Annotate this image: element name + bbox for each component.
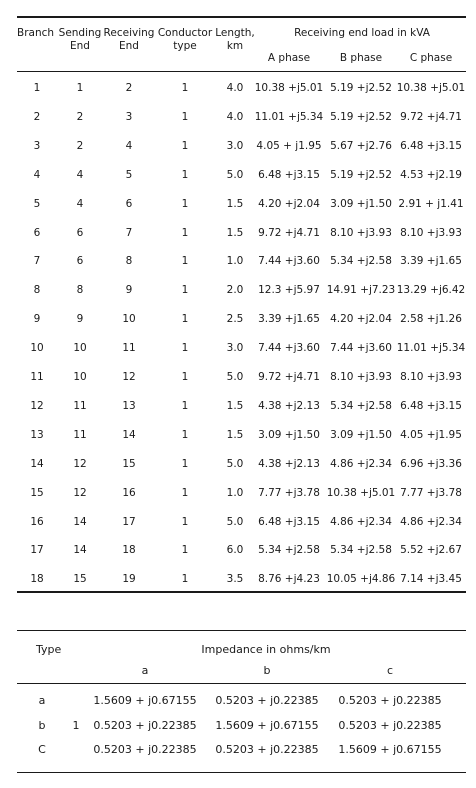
cell-load-c: 2.58 +j1.26 — [400, 313, 462, 326]
cell-branch: 15 — [30, 486, 44, 499]
header-load-group: Receiving end load in kVA — [294, 27, 430, 39]
cell-length: 1.0 — [226, 255, 244, 268]
cell-load-c: 10.38 +j5.01 — [396, 82, 466, 94]
cell-conductor-type: 1 — [181, 371, 189, 383]
impedance-header-b: b — [263, 664, 271, 677]
cell-conductor-type: 1 — [181, 110, 189, 123]
header-phase-b: B phase — [339, 52, 383, 64]
cell-conductor-type: 1 — [181, 226, 189, 239]
cell-load-c: 4.05 +j1.95 — [400, 428, 462, 441]
cell-load-a: 3.39 +j1.65 — [258, 313, 320, 326]
cell-length: 3.0 — [226, 139, 244, 152]
cell-length: 5.0 — [226, 515, 244, 528]
cell-length: 1.0 — [226, 486, 244, 499]
cell-load-a: 4.38 +j2.13 — [258, 457, 320, 470]
cell-receiving-end: 3 — [125, 110, 133, 123]
table1-top-rule — [17, 16, 466, 18]
cell-sending-end: 11 — [73, 428, 87, 441]
cell-sending-end: 6 — [76, 226, 84, 239]
cell-load-b: 8.10 +j3.93 — [330, 226, 392, 239]
cell-branch: 10 — [30, 342, 44, 355]
cell-receiving-end: 10 — [122, 313, 136, 326]
impedance-header-group: Impedance in ohms/km — [201, 643, 331, 656]
header-branch: Branch — [17, 27, 55, 39]
cell-receiving-end: 6 — [125, 197, 133, 210]
cell-conductor-type: 1 — [181, 573, 189, 586]
cell-load-c: 9.72 +j4.71 — [400, 110, 462, 123]
cell-receiving-end: 17 — [122, 515, 136, 528]
cell-branch: 9 — [33, 313, 41, 326]
cell-load-b: 4.86 +j2.34 — [330, 515, 392, 528]
cell-receiving-end: 13 — [122, 399, 136, 412]
cell-receiving-end: 15 — [122, 457, 136, 470]
cell-load-b: 3.09 +j1.50 — [330, 428, 392, 441]
cell-length: 1.5 — [226, 226, 244, 239]
table1-header-rule — [17, 71, 466, 72]
cell-load-b: 5.19 +j2.52 — [330, 82, 392, 94]
cell-conductor-type: 1 — [181, 399, 189, 412]
cell-sending-end: 12 — [73, 486, 87, 499]
cell-type: a — [38, 694, 46, 707]
cell-load-c: 5.52 +j2.67 — [400, 544, 462, 557]
cell-load-c: 6.48 +j3.15 — [400, 139, 462, 152]
cell-length: 5.0 — [226, 371, 244, 383]
cell-load-a: 10.38 +j5.01 — [254, 82, 324, 94]
cell-load-c: 8.10 +j3.93 — [400, 371, 462, 383]
cell-load-a: 3.09 +j1.50 — [258, 428, 320, 441]
cell-receiving-end: 7 — [125, 226, 133, 239]
header-receiving-line1: Receiving — [103, 27, 155, 39]
cell-conductor-type: 1 — [181, 139, 189, 152]
table2-top-rule — [17, 630, 466, 631]
cell-impedance-c: 0.5203 + j0.22385 — [338, 694, 442, 707]
cell-conductor-type: 1 — [181, 544, 189, 557]
cell-conductor-type: 1 — [181, 197, 189, 210]
cell-length: 1.5 — [226, 197, 244, 210]
cell-branch: 18 — [30, 573, 44, 586]
cell-conductor-type: 1 — [181, 428, 189, 441]
cell-sending-end: 14 — [73, 544, 87, 557]
cell-load-b: 4.20 +j2.04 — [330, 313, 392, 326]
cell-load-b: 5.34 +j2.58 — [330, 255, 392, 268]
cell-branch: 13 — [30, 428, 44, 441]
cell-receiving-end: 8 — [125, 255, 133, 268]
cell-branch: 6 — [33, 226, 41, 239]
cell-impedance-a: 0.5203 + j0.22385 — [93, 743, 197, 756]
cell-impedance-c: 1.5609 + j0.67155 — [338, 743, 442, 756]
cell-type: C — [38, 743, 46, 756]
cell-load-b: 3.09 +j1.50 — [330, 197, 392, 210]
cell-receiving-end: 11 — [122, 342, 136, 355]
cell-length: 2.5 — [226, 313, 244, 326]
cell-impedance-c: 0.5203 + j0.22385 — [338, 718, 442, 732]
cell-length: 5.0 — [226, 457, 244, 470]
cell-length: 3.5 — [226, 573, 244, 586]
header-conductor-line1: Conductor — [157, 27, 213, 39]
cell-load-a: 6.48 +j3.15 — [258, 515, 320, 528]
header-sending-line2: End — [70, 40, 90, 52]
cell-sending-end: 1 — [76, 82, 84, 94]
cell-branch: 2 — [33, 110, 41, 123]
cell-impedance-b: 1.5609 + j0.67155 — [215, 718, 319, 732]
cell-load-c: 8.10 +j3.93 — [400, 226, 462, 239]
cell-load-a: 4.38 +j2.13 — [258, 399, 320, 412]
cell-load-b: 10.05 +j4.86 — [326, 573, 396, 586]
cell-sending-end: 2 — [76, 139, 84, 152]
table2-bottom-rule — [17, 772, 466, 773]
cell-conductor-type: 1 — [181, 168, 189, 181]
cell-branch: 1 — [33, 82, 41, 94]
cell-sending-end: 6 — [76, 255, 84, 268]
cell-load-b: 4.86 +j2.34 — [330, 457, 392, 470]
cell-length: 2.0 — [226, 284, 244, 297]
cell-receiving-end: 12 — [122, 371, 136, 383]
cell-conductor-type: 1 — [181, 457, 189, 470]
cell-load-a: 4.05 + j1.95 — [256, 139, 322, 152]
cell-sending-end: 10 — [73, 371, 87, 383]
cell-conductor-type: 1 — [181, 82, 189, 94]
cell-branch: 17 — [30, 544, 44, 557]
cell-sending-end: 10 — [73, 342, 87, 355]
impedance-header-c: c — [386, 664, 394, 677]
cell-load-b: 7.44 +j3.60 — [330, 342, 392, 355]
cell-load-b: 5.19 +j2.52 — [330, 168, 392, 181]
cell-sending-end: 11 — [73, 399, 87, 412]
cell-sending-end: 15 — [73, 573, 87, 586]
cell-impedance-b: 0.5203 + j0.22385 — [215, 743, 319, 756]
cell-impedance-a: 0.5203 + j0.22385 — [93, 718, 197, 732]
cell-load-a: 7.44 +j3.60 — [258, 255, 320, 268]
cell-length: 3.0 — [226, 342, 244, 355]
cell-load-a: 6.48 +j3.15 — [258, 168, 320, 181]
cell-length: 1.5 — [226, 428, 244, 441]
cell-load-c: 3.39 +j1.65 — [400, 255, 462, 268]
header-conductor-line2: type — [173, 40, 197, 52]
cell-load-b: 8.10 +j3.93 — [330, 371, 392, 383]
header-length-line1: Length, — [215, 27, 255, 39]
cell-receiving-end: 18 — [122, 544, 136, 557]
cell-load-a: 12.3 +j5.97 — [258, 284, 320, 297]
cell-length: 1.5 — [226, 399, 244, 412]
cell-sending-end: 14 — [73, 515, 87, 528]
cell-length: 6.0 — [226, 544, 244, 557]
cell-branch: 11 — [30, 371, 44, 383]
impedance-header-a: a — [141, 664, 149, 677]
cell-branch: 4 — [33, 168, 41, 181]
cell-branch: 3 — [33, 139, 41, 152]
cell-load-a: 5.34 +j2.58 — [258, 544, 320, 557]
header-phase-a: A phase — [267, 52, 311, 64]
cell-conductor-type: 1 — [181, 486, 189, 499]
table1-bottom-rule — [17, 591, 466, 593]
cell-load-c: 2.91 + j1.41 — [398, 197, 464, 210]
cell-load-b: 14.91 +j7.23 — [326, 284, 396, 297]
cell-impedance-a: 1.5609 + j0.67155 — [93, 694, 197, 707]
cell-receiving-end: 4 — [125, 139, 133, 152]
cell-load-a: 9.72 +j4.71 — [258, 226, 320, 239]
cell-sending-end: 9 — [76, 313, 84, 326]
cell-type: b — [38, 718, 46, 732]
header-length-line2: km — [226, 40, 244, 52]
header-receiving-line2: End — [119, 40, 139, 52]
cell-load-c: 6.96 +j3.36 — [400, 457, 462, 470]
cell-length: 5.0 — [226, 168, 244, 181]
header-sending-line1: Sending — [58, 27, 102, 39]
cell-branch: 8 — [33, 284, 41, 297]
cell-load-c: 4.53 +j2.19 — [400, 168, 462, 181]
cell-sending-end: 12 — [73, 457, 87, 470]
cell-load-c: 6.48 +j3.15 — [400, 399, 462, 412]
cell-receiving-end: 14 — [122, 428, 136, 441]
impedance-header-type: Type — [36, 643, 62, 656]
cell-branch: 5 — [33, 197, 41, 210]
cell-sending-end: 4 — [76, 197, 84, 210]
cell-receiving-end: 5 — [125, 168, 133, 181]
cell-branch: 12 — [30, 399, 44, 412]
cell-load-a: 7.44 +j3.60 — [258, 342, 320, 355]
cell-load-c: 4.86 +j2.34 — [400, 515, 462, 528]
cell-load-a: 11.01 +j5.34 — [254, 110, 324, 123]
cell-receiving-end: 19 — [122, 573, 136, 586]
cell-sending-end: 4 — [76, 168, 84, 181]
cell-conductor-type: 1 — [181, 342, 189, 355]
table2-header-rule — [17, 683, 466, 684]
cell-load-a: 7.77 +j3.78 — [258, 486, 320, 499]
header-phase-c: C phase — [409, 52, 453, 64]
cell-branch: 16 — [30, 515, 44, 528]
cell-load-c: 7.77 +j3.78 — [400, 486, 462, 499]
cell-load-b: 5.34 +j2.58 — [330, 399, 392, 412]
cell-load-a: 8.76 +j4.23 — [258, 573, 320, 586]
cell-conductor-type: 1 — [181, 284, 189, 297]
cell-branch: 7 — [33, 255, 41, 268]
cell-load-c: 11.01 +j5.34 — [396, 342, 466, 355]
cell-load-c: 13.29 +j6.42 — [396, 284, 466, 297]
cell-sending-end: 8 — [76, 284, 84, 297]
cell-load-b: 5.19 +j2.52 — [330, 110, 392, 123]
cell-load-b: 5.34 +j2.58 — [330, 544, 392, 557]
cell-load-b: 5.67 +j2.76 — [330, 139, 392, 152]
cell-length: 4.0 — [226, 110, 244, 123]
cell-load-a: 9.72 +j4.71 — [258, 371, 320, 383]
row-marker: 1 — [72, 718, 80, 732]
cell-load-b: 10.38 +j5.01 — [326, 486, 396, 499]
cell-length: 4.0 — [226, 82, 244, 94]
cell-impedance-b: 0.5203 + j0.22385 — [215, 694, 319, 707]
cell-branch: 14 — [30, 457, 44, 470]
cell-receiving-end: 16 — [122, 486, 136, 499]
cell-receiving-end: 2 — [125, 82, 133, 94]
cell-sending-end: 2 — [76, 110, 84, 123]
cell-load-a: 4.20 +j2.04 — [258, 197, 320, 210]
cell-conductor-type: 1 — [181, 255, 189, 268]
cell-load-c: 7.14 +j3.45 — [400, 573, 462, 586]
cell-receiving-end: 9 — [125, 284, 133, 297]
cell-conductor-type: 1 — [181, 313, 189, 326]
cell-conductor-type: 1 — [181, 515, 189, 528]
